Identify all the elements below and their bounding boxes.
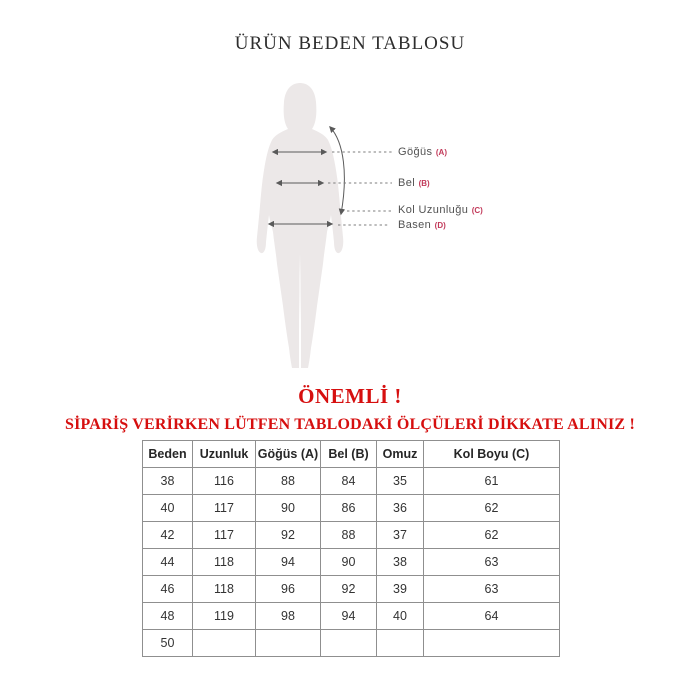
size-cell: 118 (193, 549, 256, 576)
size-cell (424, 630, 560, 657)
body-measurement-illustration (240, 80, 400, 380)
size-cell: 117 (193, 522, 256, 549)
size-cell: 84 (321, 468, 377, 495)
size-cell: 98 (256, 603, 321, 630)
size-table-row (143, 495, 560, 522)
measurement-name: Bel (398, 177, 419, 189)
size-cell: 38 (377, 549, 424, 576)
size-table-row (143, 630, 560, 657)
size-cell: 42 (143, 522, 193, 549)
size-table-row (143, 576, 560, 603)
warning-heading: ÖNEMLİ ! (298, 384, 402, 408)
size-cell: 116 (193, 468, 256, 495)
measurement-label-bel (398, 177, 430, 189)
size-cell: 96 (256, 576, 321, 603)
female-silhouette (257, 83, 344, 368)
warning-block (0, 384, 700, 434)
size-cell: 40 (377, 603, 424, 630)
size-table-row (143, 549, 560, 576)
size-cell (321, 630, 377, 657)
measurement-marker: (C) (471, 206, 483, 215)
size-table-row (143, 468, 560, 495)
size-cell: 86 (321, 495, 377, 522)
size-table-row (143, 603, 560, 630)
size-cell: 48 (143, 603, 193, 630)
size-cell: 50 (143, 630, 193, 657)
size-cell: 44 (143, 549, 193, 576)
size-cell: 90 (256, 495, 321, 522)
measurement-marker: (A) (435, 148, 447, 157)
size-cell: 63 (424, 549, 560, 576)
size-cell: 88 (321, 522, 377, 549)
size-cell: 119 (193, 603, 256, 630)
size-cell (377, 630, 424, 657)
measurement-name: Basen (398, 219, 435, 231)
size-cell: 64 (424, 603, 560, 630)
size-cell: 88 (256, 468, 321, 495)
measurement-marker: (D) (434, 221, 446, 230)
measurement-label-kol-uzunlugu (398, 204, 483, 216)
size-cell: 92 (256, 522, 321, 549)
size-table-row (143, 522, 560, 549)
size-table-body (143, 468, 560, 657)
size-cell (193, 630, 256, 657)
column-header: Bel (B) (321, 441, 377, 468)
column-header: Beden (143, 441, 193, 468)
size-cell: 90 (321, 549, 377, 576)
measurement-name: Göğüs (398, 146, 436, 158)
column-header: Göğüs (A) (256, 441, 321, 468)
column-header: Omuz (377, 441, 424, 468)
size-cell: 92 (321, 576, 377, 603)
size-cell: 36 (377, 495, 424, 522)
size-cell: 38 (143, 468, 193, 495)
size-cell: 62 (424, 522, 560, 549)
size-cell: 35 (377, 468, 424, 495)
size-cell: 62 (424, 495, 560, 522)
measurement-label-gogus (398, 146, 447, 158)
measurement-marker: (B) (418, 179, 430, 188)
column-header: Uzunluk (193, 441, 256, 468)
size-cell: 117 (193, 495, 256, 522)
size-cell: 39 (377, 576, 424, 603)
measurement-label-basen (398, 219, 446, 231)
size-cell: 94 (321, 603, 377, 630)
size-cell: 63 (424, 576, 560, 603)
size-cell (256, 630, 321, 657)
size-cell: 37 (377, 522, 424, 549)
size-table-header-row (143, 441, 560, 468)
warning-subheading: SİPARİŞ VERİRKEN LÜTFEN TABLODAKİ ÖLÇÜLERİ DİKKATE ALINIZ ! (65, 416, 635, 433)
measurement-name: Kol Uzunluğu (398, 204, 472, 216)
size-cell: 94 (256, 549, 321, 576)
page-title: ÜRÜN BEDEN TABLOSU (234, 33, 466, 54)
size-cell: 118 (193, 576, 256, 603)
column-header: Kol Boyu (C) (424, 441, 560, 468)
size-cell: 61 (424, 468, 560, 495)
size-cell: 40 (143, 495, 193, 522)
size-table (142, 440, 560, 657)
size-cell: 46 (143, 576, 193, 603)
